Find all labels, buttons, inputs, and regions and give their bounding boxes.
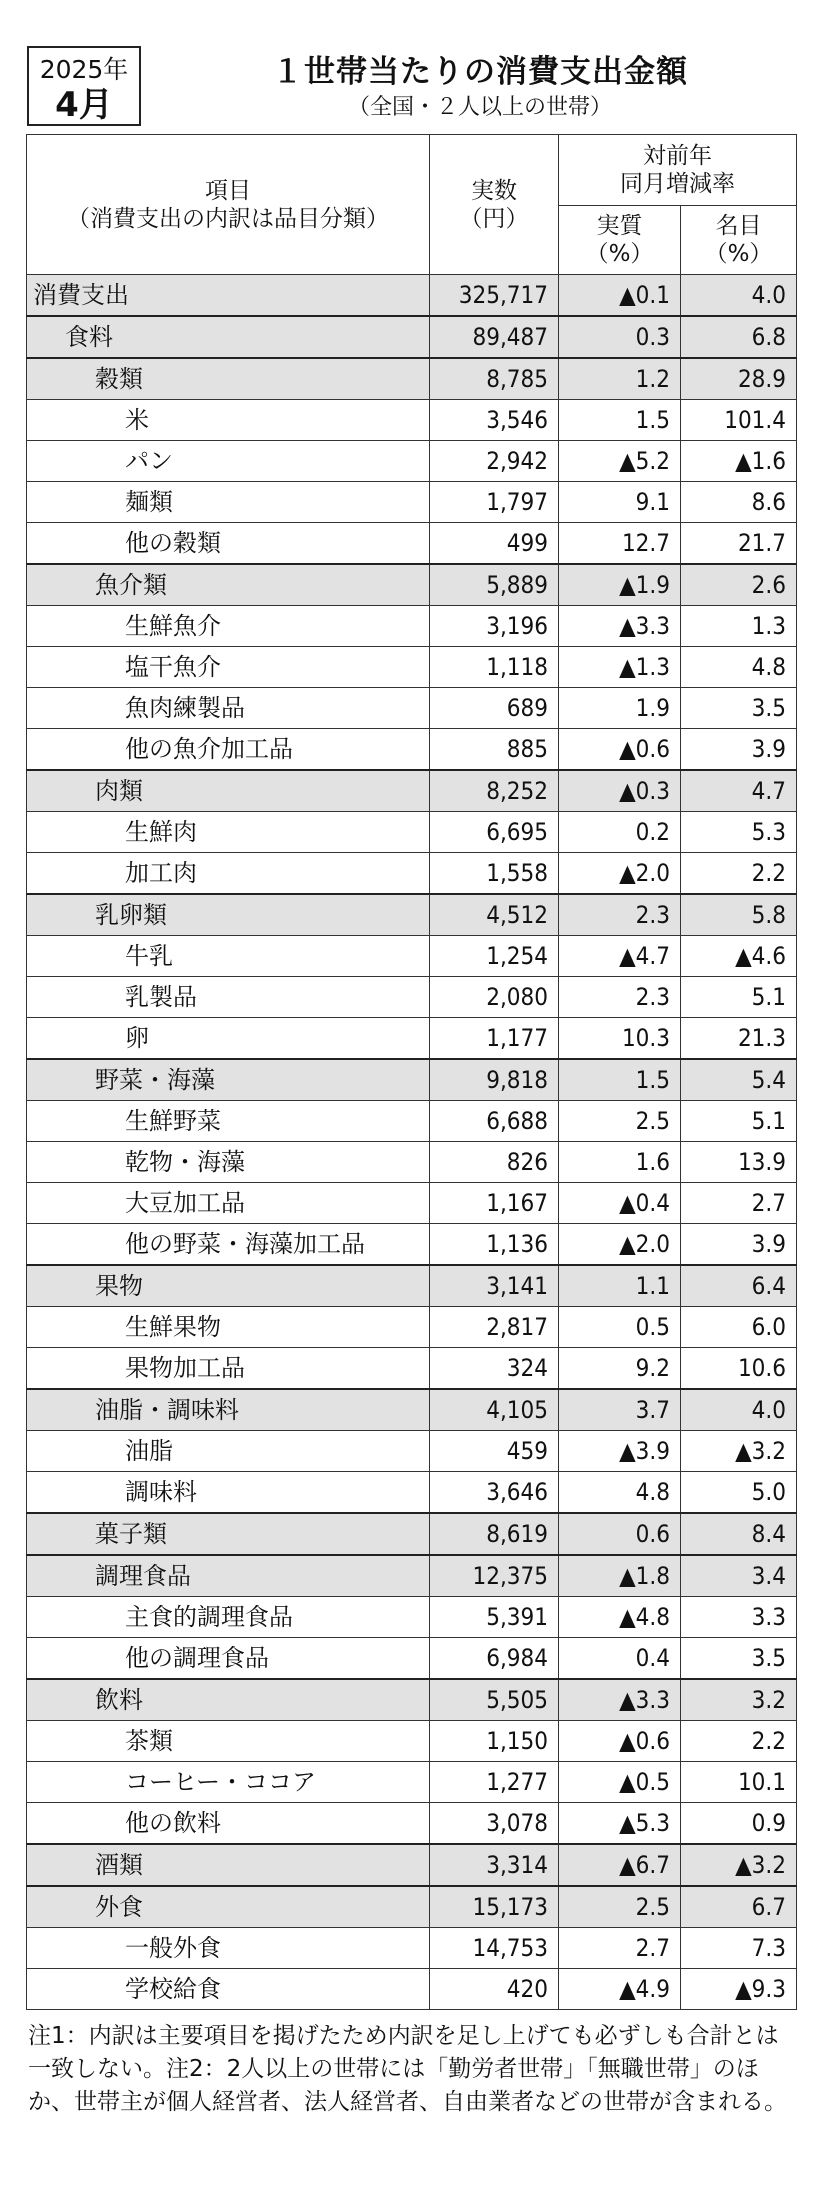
table-row [27, 977, 797, 1018]
row-real-change: 2.5 [559, 1886, 681, 1928]
row-name: 茶類 [27, 1721, 430, 1762]
row-amount: 826 [430, 1142, 559, 1183]
row-name: 生鮮野菜 [27, 1101, 430, 1142]
row-nominal-change: 21.7 [681, 523, 797, 565]
row-name: 外食 [27, 1886, 430, 1928]
row-nominal-change: 3.5 [681, 688, 797, 729]
row-amount: 1,177 [430, 1018, 559, 1060]
row-amount: 689 [430, 688, 559, 729]
table-row [27, 647, 797, 688]
row-name: 他の飲料 [27, 1803, 430, 1845]
row-nominal-change: 7.3 [681, 1928, 797, 1969]
row-nominal-change: 4.7 [681, 770, 797, 812]
header-amount [430, 135, 559, 275]
row-nominal-change: 1.3 [681, 606, 797, 647]
row-real-change: 12.7 [559, 523, 681, 565]
table-row [27, 1265, 797, 1307]
table-row [27, 1638, 797, 1680]
row-amount: 15,173 [430, 1886, 559, 1928]
row-nominal-change: 4.8 [681, 647, 797, 688]
row-nominal-change: 8.4 [681, 1513, 797, 1555]
row-amount: 499 [430, 523, 559, 565]
table-row [27, 1224, 797, 1266]
table-row [27, 853, 797, 895]
row-nominal-change: 3.4 [681, 1555, 797, 1597]
row-name: 消費支出 [27, 275, 430, 317]
row-name: 乳卵類 [27, 894, 430, 936]
row-nominal-change: 2.2 [681, 1721, 797, 1762]
table-row [27, 358, 797, 400]
row-name: 生鮮肉 [27, 812, 430, 853]
table-body [27, 275, 797, 2010]
header-item [27, 135, 430, 275]
row-name: 飲料 [27, 1679, 430, 1721]
row-name: 魚肉練製品 [27, 688, 430, 729]
row-amount: 4,105 [430, 1389, 559, 1431]
row-name: 穀類 [27, 358, 430, 400]
row-amount: 3,314 [430, 1844, 559, 1886]
row-real-change: 0.4 [559, 1638, 681, 1680]
row-nominal-change: 5.1 [681, 1101, 797, 1142]
row-real-change: ▲3.3 [559, 1679, 681, 1721]
row-nominal-change: 4.0 [681, 275, 797, 317]
row-name: 加工肉 [27, 853, 430, 895]
row-name: 肉類 [27, 770, 430, 812]
row-name: 学校給食 [27, 1969, 430, 2010]
row-real-change: ▲6.7 [559, 1844, 681, 1886]
row-amount: 2,942 [430, 441, 559, 482]
row-amount: 3,546 [430, 400, 559, 441]
row-name: 他の穀類 [27, 523, 430, 565]
table-row [27, 316, 797, 358]
table-row [27, 770, 797, 812]
row-real-change: 2.5 [559, 1101, 681, 1142]
row-nominal-change: 0.9 [681, 1803, 797, 1845]
row-amount: 5,391 [430, 1597, 559, 1638]
row-name: 油脂・調味料 [27, 1389, 430, 1431]
header-nominal-line1: 名目 [715, 213, 762, 239]
header-yoy [559, 135, 797, 206]
row-real-change: 1.9 [559, 688, 681, 729]
row-name: 他の調理食品 [27, 1638, 430, 1680]
row-real-change: 3.7 [559, 1389, 681, 1431]
row-real-change: ▲1.8 [559, 1555, 681, 1597]
row-real-change: ▲0.4 [559, 1183, 681, 1224]
table-row [27, 523, 797, 565]
row-amount: 3,646 [430, 1472, 559, 1514]
row-amount: 1,150 [430, 1721, 559, 1762]
row-amount: 1,277 [430, 1762, 559, 1803]
badge-month: 4月 [55, 85, 113, 125]
row-amount: 1,558 [430, 853, 559, 895]
row-name: 乾物・海藻 [27, 1142, 430, 1183]
row-name: コーヒー・ココア [27, 1762, 430, 1803]
row-amount: 9,818 [430, 1059, 559, 1101]
header-real [559, 206, 681, 275]
row-amount: 6,984 [430, 1638, 559, 1680]
row-amount: 1,136 [430, 1224, 559, 1266]
row-nominal-change: ▲9.3 [681, 1969, 797, 2010]
row-real-change: 2.3 [559, 894, 681, 936]
row-name: 魚介類 [27, 564, 430, 606]
row-nominal-change: ▲3.2 [681, 1431, 797, 1472]
row-nominal-change: 5.8 [681, 894, 797, 936]
row-real-change: 0.2 [559, 812, 681, 853]
row-nominal-change: 28.9 [681, 358, 797, 400]
row-real-change: 2.3 [559, 977, 681, 1018]
row-amount: 1,254 [430, 936, 559, 977]
row-amount: 2,080 [430, 977, 559, 1018]
row-real-change: 2.7 [559, 1928, 681, 1969]
header-nominal-line2: （%） [704, 241, 773, 267]
row-real-change: ▲4.7 [559, 936, 681, 977]
row-real-change: ▲0.6 [559, 1721, 681, 1762]
table-row [27, 400, 797, 441]
row-real-change: 0.5 [559, 1307, 681, 1348]
footnote: 注1：内訳は主要項目を掲げたため内訳を足し上げても必ずしも合計とは一致しない。注2：2人以上の世帯には「勤労者世帯」「無職世帯」のほか、世帯主が個人経営者、法人経営者、自由業者などの世帯が含まれる。 [28, 2023, 787, 2115]
row-real-change: 0.3 [559, 316, 681, 358]
row-nominal-change: 8.6 [681, 482, 797, 523]
row-nominal-change: 5.1 [681, 977, 797, 1018]
row-real-change: 4.8 [559, 1472, 681, 1514]
row-real-change: 9.1 [559, 482, 681, 523]
row-nominal-change: 3.5 [681, 1638, 797, 1680]
row-real-change: ▲5.2 [559, 441, 681, 482]
row-name: 主食的調理食品 [27, 1597, 430, 1638]
row-nominal-change: 2.7 [681, 1183, 797, 1224]
row-real-change: ▲4.9 [559, 1969, 681, 2010]
table-row [27, 1348, 797, 1390]
table-row [27, 1844, 797, 1886]
table-row [27, 275, 797, 317]
row-amount: 324 [430, 1348, 559, 1390]
header-nominal [681, 206, 797, 275]
row-real-change: 1.1 [559, 1265, 681, 1307]
row-real-change: ▲0.5 [559, 1762, 681, 1803]
table-row [27, 1018, 797, 1060]
row-nominal-change: 5.4 [681, 1059, 797, 1101]
table-row [27, 894, 797, 936]
row-name: 果物加工品 [27, 1348, 430, 1390]
title-main: １世帯当たりの消費支出金額 [272, 54, 688, 90]
row-name: 調理食品 [27, 1555, 430, 1597]
table-row [27, 564, 797, 606]
table-row [27, 729, 797, 771]
row-nominal-change: 5.3 [681, 812, 797, 853]
row-real-change: ▲2.0 [559, 1224, 681, 1266]
table-row [27, 1101, 797, 1142]
row-nominal-change: ▲3.2 [681, 1844, 797, 1886]
row-name: 油脂 [27, 1431, 430, 1472]
table-row [27, 1803, 797, 1845]
row-amount: 6,695 [430, 812, 559, 853]
header-real-line2: （%） [585, 241, 654, 267]
header-amount-line1: 実数 [471, 177, 517, 204]
row-nominal-change: 21.3 [681, 1018, 797, 1060]
row-real-change: ▲0.3 [559, 770, 681, 812]
table-row [27, 1183, 797, 1224]
row-name: 菓子類 [27, 1513, 430, 1555]
row-amount: 1,167 [430, 1183, 559, 1224]
table-row [27, 482, 797, 523]
row-nominal-change: 5.0 [681, 1472, 797, 1514]
table-row [27, 1555, 797, 1597]
row-amount: 3,141 [430, 1265, 559, 1307]
row-name: 野菜・海藻 [27, 1059, 430, 1101]
row-amount: 14,753 [430, 1928, 559, 1969]
header-yoy-line2: 同月増減率 [620, 171, 735, 197]
row-name: 他の魚介加工品 [27, 729, 430, 771]
row-real-change: 0.6 [559, 1513, 681, 1555]
row-name: 果物 [27, 1265, 430, 1307]
table-row [27, 1597, 797, 1638]
row-name: 塩干魚介 [27, 647, 430, 688]
row-nominal-change: 2.2 [681, 853, 797, 895]
row-real-change: 1.2 [559, 358, 681, 400]
row-name: 酒類 [27, 1844, 430, 1886]
table-row [27, 1886, 797, 1928]
row-real-change: ▲1.9 [559, 564, 681, 606]
header-yoy-line1: 対前年 [643, 143, 712, 169]
table-row [27, 1679, 797, 1721]
header-item-line2: （消費支出の内訳は品目分類） [67, 205, 389, 232]
table-row [27, 1307, 797, 1348]
table-row [27, 1513, 797, 1555]
row-nominal-change: 13.9 [681, 1142, 797, 1183]
table-row [27, 441, 797, 482]
row-real-change: ▲3.3 [559, 606, 681, 647]
row-name: 調味料 [27, 1472, 430, 1514]
row-amount: 89,487 [430, 316, 559, 358]
row-nominal-change: 10.6 [681, 1348, 797, 1390]
row-nominal-change: 6.4 [681, 1265, 797, 1307]
table-row [27, 1431, 797, 1472]
row-real-change: 1.5 [559, 400, 681, 441]
row-real-change: ▲5.3 [559, 1803, 681, 1845]
table-row [27, 606, 797, 647]
title-sub: （全国・２人以上の世帯） [347, 95, 612, 120]
row-name: 生鮮魚介 [27, 606, 430, 647]
row-amount: 3,196 [430, 606, 559, 647]
spending-table [26, 134, 797, 2010]
row-real-change: 1.5 [559, 1059, 681, 1101]
row-amount: 8,785 [430, 358, 559, 400]
row-name: 牛乳 [27, 936, 430, 977]
badge-year: 2025年 [39, 55, 129, 84]
row-amount: 3,078 [430, 1803, 559, 1845]
row-nominal-change: ▲4.6 [681, 936, 797, 977]
row-real-change: ▲4.8 [559, 1597, 681, 1638]
row-nominal-change: 3.2 [681, 1679, 797, 1721]
row-amount: 325,717 [430, 275, 559, 317]
row-amount: 6,688 [430, 1101, 559, 1142]
row-real-change: 9.2 [559, 1348, 681, 1390]
table-row [27, 1969, 797, 2010]
row-nominal-change: 6.8 [681, 316, 797, 358]
row-amount: 8,619 [430, 1513, 559, 1555]
row-nominal-change: 101.4 [681, 400, 797, 441]
row-name: 食料 [27, 316, 430, 358]
row-amount: 1,118 [430, 647, 559, 688]
row-nominal-change: 4.0 [681, 1389, 797, 1431]
row-nominal-change: 3.3 [681, 1597, 797, 1638]
row-amount: 2,817 [430, 1307, 559, 1348]
row-real-change: ▲2.0 [559, 853, 681, 895]
table-row [27, 1059, 797, 1101]
date-badge [27, 46, 141, 126]
table-row [27, 1721, 797, 1762]
row-name: 米 [27, 400, 430, 441]
row-nominal-change: 2.6 [681, 564, 797, 606]
header-real-line1: 実質 [596, 213, 643, 239]
table-row [27, 1928, 797, 1969]
row-amount: 420 [430, 1969, 559, 2010]
row-name: 大豆加工品 [27, 1183, 430, 1224]
row-name: パン [27, 441, 430, 482]
header-amount-line2: （円） [459, 205, 529, 232]
row-nominal-change: 6.0 [681, 1307, 797, 1348]
row-nominal-change: 6.7 [681, 1886, 797, 1928]
row-name: 乳製品 [27, 977, 430, 1018]
row-amount: 5,505 [430, 1679, 559, 1721]
table-row [27, 936, 797, 977]
row-amount: 12,375 [430, 1555, 559, 1597]
row-real-change: ▲3.9 [559, 1431, 681, 1472]
row-name: 生鮮果物 [27, 1307, 430, 1348]
table-row [27, 1389, 797, 1431]
row-amount: 885 [430, 729, 559, 771]
row-name: 卵 [27, 1018, 430, 1060]
row-amount: 1,797 [430, 482, 559, 523]
row-amount: 8,252 [430, 770, 559, 812]
table-row [27, 1142, 797, 1183]
row-real-change: ▲1.3 [559, 647, 681, 688]
row-amount: 5,889 [430, 564, 559, 606]
row-nominal-change: 3.9 [681, 729, 797, 771]
row-real-change: 1.6 [559, 1142, 681, 1183]
row-amount: 459 [430, 1431, 559, 1472]
row-nominal-change: 10.1 [681, 1762, 797, 1803]
row-name: 一般外食 [27, 1928, 430, 1969]
row-nominal-change: ▲1.6 [681, 441, 797, 482]
row-amount: 4,512 [430, 894, 559, 936]
row-real-change: ▲0.6 [559, 729, 681, 771]
table-row [27, 812, 797, 853]
row-real-change: ▲0.1 [559, 275, 681, 317]
table-row [27, 1762, 797, 1803]
table-row [27, 688, 797, 729]
row-real-change: 10.3 [559, 1018, 681, 1060]
row-nominal-change: 3.9 [681, 1224, 797, 1266]
table-row [27, 1472, 797, 1514]
row-name: 他の野菜・海藻加工品 [27, 1224, 430, 1266]
row-name: 麺類 [27, 482, 430, 523]
header-item-line1: 項目 [205, 177, 251, 204]
